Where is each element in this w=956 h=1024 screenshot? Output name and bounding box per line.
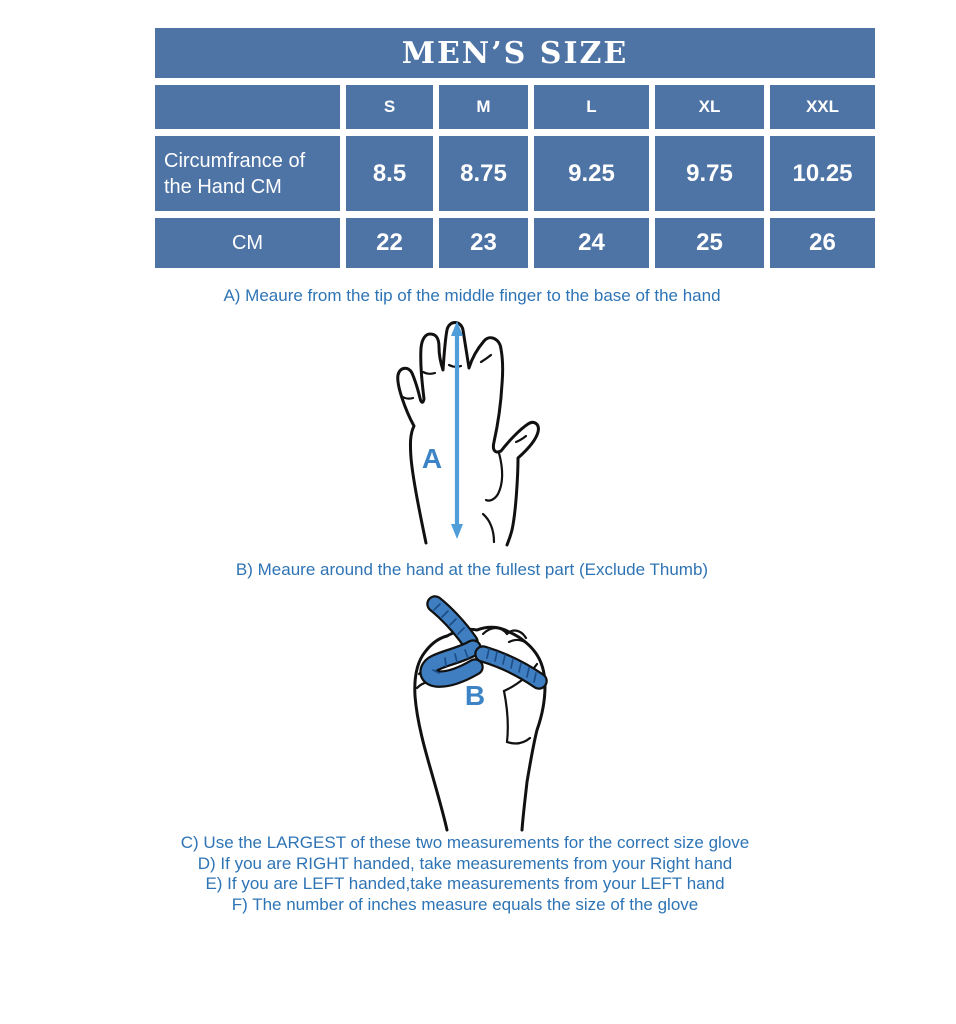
size-header-empty-cell <box>155 85 340 129</box>
caption-e: E) If you are LEFT handed,take measurements from your LEFT hand <box>205 874 725 894</box>
size-table <box>155 28 875 268</box>
caption-a: A) Meaure from the tip of the middle finger to the base of the hand <box>223 286 721 305</box>
fist-label-b: B <box>464 680 486 711</box>
size-header-s: S <box>346 85 433 129</box>
caption-f: F) The number of inches measure equals the size of the glove <box>231 894 699 914</box>
row-label-cm: CM <box>155 218 340 268</box>
cm-value-m: 23 <box>439 218 528 268</box>
size-header-l: L <box>534 85 649 129</box>
cm-value-l: 24 <box>534 218 649 268</box>
open-hand-diagram-icon <box>368 312 558 547</box>
cm-value-xxl: 26 <box>770 218 875 268</box>
fist-diagram-icon <box>385 592 575 832</box>
circumference-value-l: 9.25 <box>534 136 649 211</box>
caption-d: D) If you are RIGHT handed, take measurements from your Right hand <box>197 853 733 873</box>
instructions-block <box>0 833 930 915</box>
row-label-circumference: Circumfrance of the Hand CM <box>155 136 340 211</box>
caption-b: B) Meaure around the hand at the fullest part (Exclude Thumb) <box>235 560 709 579</box>
hand-label-a: A <box>421 443 443 474</box>
size-header-xl: XL <box>655 85 764 129</box>
hand-outline <box>398 323 539 546</box>
circumference-value-m: 8.75 <box>439 136 528 211</box>
cm-value-xl: 25 <box>655 218 764 268</box>
circumference-value-xl: 9.75 <box>655 136 764 211</box>
circumference-value-s: 8.5 <box>346 136 433 211</box>
size-header-xxl: XXL <box>770 85 875 129</box>
size-header-m: M <box>439 85 528 129</box>
caption-c: C) Use the LARGEST of these two measurements for the correct size glove <box>180 833 750 852</box>
cm-value-s: 22 <box>346 218 433 268</box>
table-title: MEN’S SIZE <box>155 28 875 78</box>
circumference-value-xxl: 10.25 <box>770 136 875 211</box>
